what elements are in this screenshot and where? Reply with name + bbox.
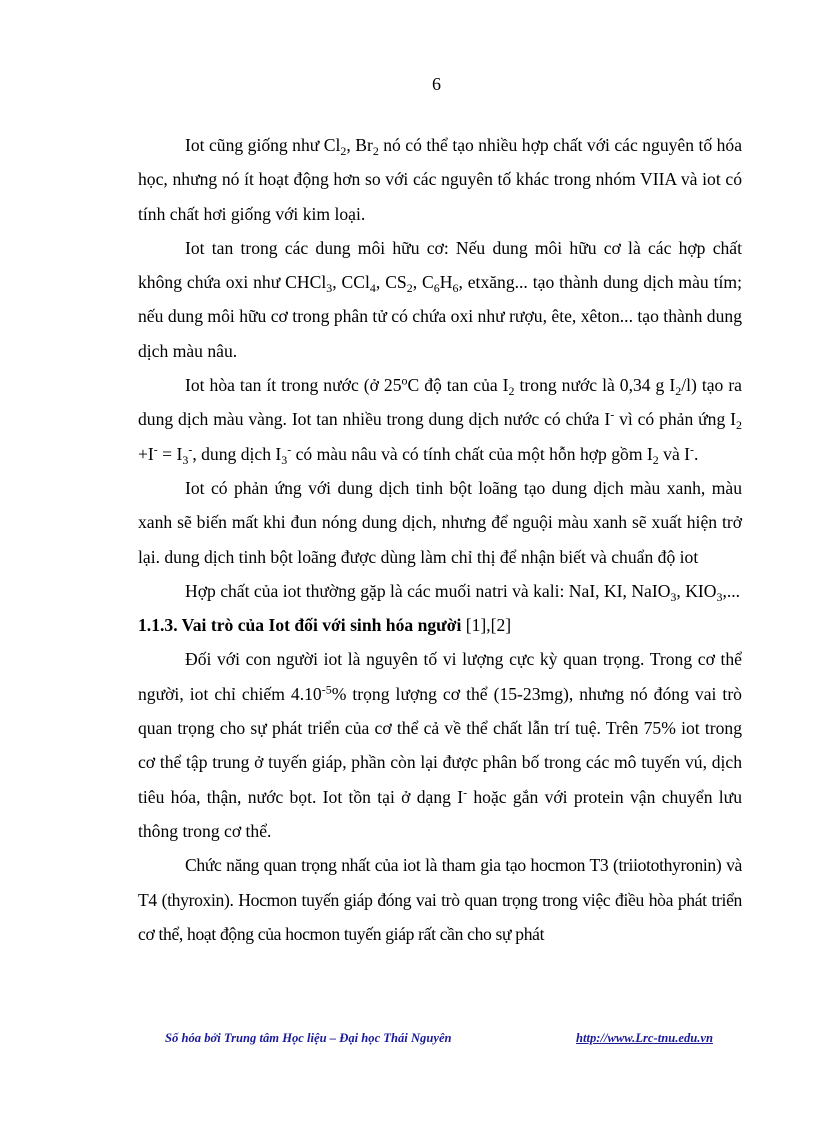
page-number: 6 — [432, 74, 441, 94]
footer-link[interactable]: http://www.Lrc-tnu.edu.vn — [575, 1031, 713, 1045]
section-heading — [138, 608, 742, 642]
paragraph-water-solubility: Iot hòa tan ít trong nước (ở 25$^o$C độ tan của $I_2$ trong nước là 0,34 g $I_2/l$) tạo ra dung dịch màu vàng. Iot tan nhiều trong dung dịch nước có chứa I- vì có phản ứng $I_2 +I^- = I_3^-$, dung dịch $I_3^-$ có màu nâu và có tính chất của một hỗn hợp gồm $I_2$ và I-. — [138, 373, 742, 467]
section-heading-title: 1.1.3. Vai trò của Iot đối với sinh hóa người — [138, 615, 462, 636]
footer-credit: Số hóa bởi Trung tâm Học liệu – Đại học Thái Nguyên — [165, 1031, 452, 1045]
paragraph-starch-reaction: Iot có phản ứng với dung dịch tinh bột loãng tạo dung dịch màu xanh, màu xanh sẽ biến mất khi đun nóng dung dịch, nhưng để nguội màu xanh sẽ xuất hiện trở lại. dung dịch tinh bột loãng được dùng làm chỉ thị để nhận biết và chuẩn độ iot — [138, 477, 742, 567]
paragraph-iodine-compounds: Hợp chất của iot thường gặp là các muối natri và kali: NaI, KI, NaIO$_3$, $KIO_3$,... — [185, 580, 741, 604]
section-heading-refs: [1],[2] — [461, 615, 512, 636]
paragraph-iodine-in-body: Đối với con người iot là nguyên tố vi lượng cực kỳ quan trọng. Trong cơ thể người, iot chỉ chiếm $4.10^{-5}\%$ trọng lượng cơ thể (15-23mg), nhưng nó đóng vai trò quan trọng cho sự phát triển của cơ thể cả về thể chất lẫn trí tuệ. Trên 75% iot trong cơ thể tập trung ở tuyến giáp, phần còn lại được phân bố trong các mô tuyến vú, dịch tiêu hóa, thận, nước bọt. Iot tồn tại ở dạng I- hoặc gắn với protein vận chuyển lưu thông trong cơ thể. — [138, 649, 743, 841]
paragraph-organic-solvents: Iot tan trong các dung môi hữu cơ: Nếu dung môi hữu cơ là các hợp chất không chứa oxi như CHCl$_3$, CCl$_4$, $CS_2$, $C_6H_6$, etxăng... tạo thành dung dịch màu tím; nếu dung môi hữu cơ trong phân tử có chứa oxi như rượu, ête, xêton... tạo thành dung dịch màu nâu. — [138, 237, 742, 361]
document-body — [138, 128, 742, 951]
paragraph-thyroid-hormones: Chức năng quan trọng nhất của iot là tham gia tạo hocmon T3 (triiotothyronin) và T4 (thyroxin). Hocmon tuyến giáp đóng vai trò quan trọng trong việc điều hòa phát triển cơ thể, hoạt động của hocmon tuyến giáp rất cần cho sự phát — [138, 855, 742, 944]
paragraph-iodine-halogen-comparison: Iot cũng giống như $Cl_2$, $Br_2$ nó có thể tạo nhiều hợp chất với các nguyên tố hóa học, nhưng nó ít hoạt động hơn so với các nguyên tố khác trong nhóm VIIA và iot có tính chất hơi giống với kim loại. — [138, 135, 743, 224]
